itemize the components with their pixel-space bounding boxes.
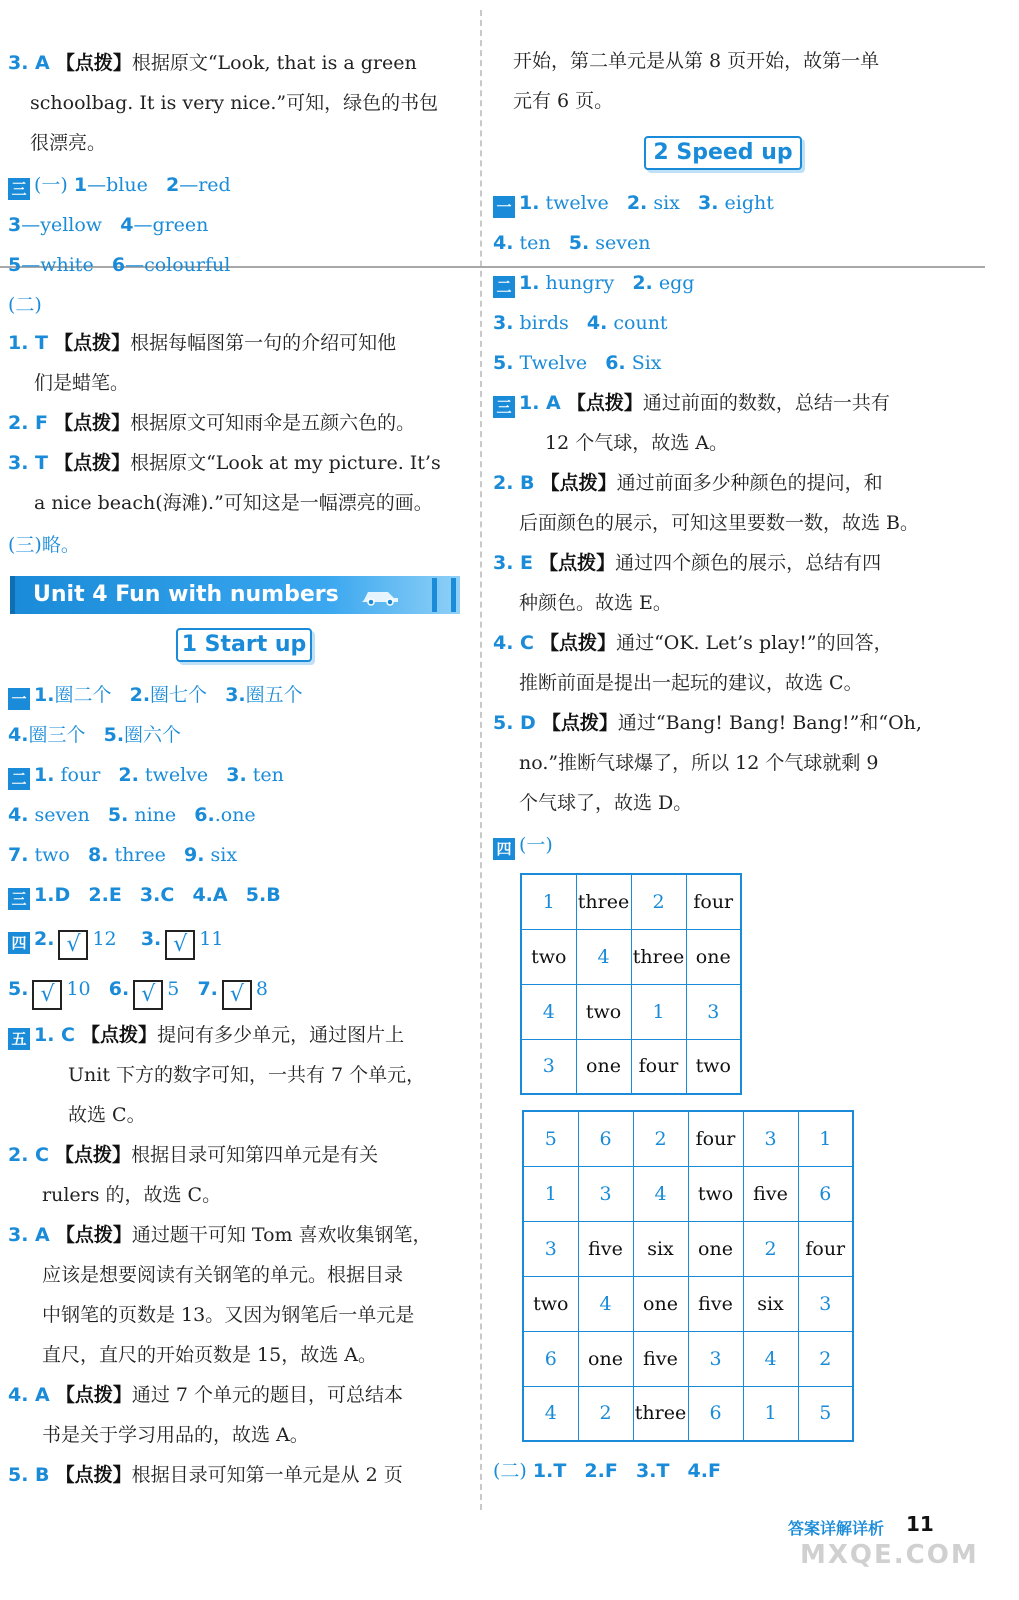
answer-text: .one <box>214 804 256 826</box>
question-number: 3. E <box>493 552 534 574</box>
column-divider <box>480 10 482 1510</box>
answer-text: 圈六个 <box>124 724 182 746</box>
grid-cell: 6 <box>798 1166 853 1221</box>
part-label: (二) <box>493 1460 527 1482</box>
question-number: 3. <box>225 684 246 706</box>
grid-cell: 4 <box>523 1386 578 1441</box>
question-number: 3. <box>493 312 514 334</box>
grid-cell: three <box>576 874 631 929</box>
section-3-answer-2 <box>493 468 883 500</box>
grid-cell: five <box>688 1276 743 1331</box>
grid-cell: 4 <box>521 984 576 1039</box>
hint-text: 根据目录可知第四单元是有关 <box>131 1144 379 1166</box>
answer-text: six <box>653 192 680 214</box>
grid-cell: 4 <box>633 1166 688 1221</box>
question-number: 6 <box>111 254 126 276</box>
answer-text: 8 <box>255 978 268 1000</box>
section-icon: 三 <box>493 396 515 418</box>
grid-cell: 5 <box>523 1111 578 1166</box>
section-icon: 二 <box>493 276 515 298</box>
section-icon: 三 <box>8 178 30 200</box>
hint-text: 书是关于学习用品的，故选 A。 <box>42 1424 309 1446</box>
answer-text: A <box>212 884 228 906</box>
hint-text: 通过前面的数数，总结一共有 <box>642 392 890 414</box>
answer-text: eight <box>724 192 774 214</box>
hint-text: 个气球了，故选 D。 <box>519 792 693 814</box>
question-number: 2. C <box>8 1144 49 1166</box>
question-number: 5. <box>103 724 125 746</box>
grid-cell: 3 <box>686 984 741 1039</box>
hint-text: rulers 的，故选 C。 <box>42 1184 222 1206</box>
hint-text: 根据原文“Look, that is a green <box>131 52 417 74</box>
hint-text: 通过题干可知 Tom 喜欢收集钢笔， <box>131 1224 432 1246</box>
grid-cell: 1 <box>743 1386 798 1441</box>
grid-cell: 1 <box>521 874 576 929</box>
grid-row <box>521 874 741 929</box>
question-number: 2. F <box>8 412 49 434</box>
question-number: 5. <box>8 978 29 1000</box>
grid-row <box>523 1276 853 1331</box>
answer-text: F <box>604 1460 618 1482</box>
hint-text: 很漂亮。 <box>30 132 107 154</box>
hint-text: schoolbag. It is very nice.”可知，绿色的书包 <box>30 92 439 114</box>
grid-cell: 2 <box>798 1331 853 1386</box>
question-number: 5. <box>568 232 590 254</box>
question-number: 4 <box>120 214 134 236</box>
grid-cell: six <box>743 1276 798 1331</box>
question-number: 8. <box>87 844 109 866</box>
question-number: 1. T <box>8 332 49 354</box>
question-number: 2. <box>632 272 653 294</box>
question-number: 2. <box>584 1460 605 1482</box>
answer-text: F <box>707 1460 721 1482</box>
hint-tag: 【点拨】 <box>55 1224 132 1246</box>
hint-tag: 【点拨】 <box>54 412 131 434</box>
answer-text: seven <box>34 804 90 826</box>
part2-answer-3 <box>8 448 441 480</box>
part-label: (二) <box>8 294 42 316</box>
question-number: 2. B <box>493 472 535 494</box>
grid-cell: 3 <box>578 1166 633 1221</box>
grid-cell: 2 <box>578 1386 633 1441</box>
hint-tag: 【点拨】 <box>55 52 132 74</box>
grid-cell: two <box>523 1276 578 1331</box>
hint-text: 通过前面多少种颜色的提问，和 <box>616 472 883 494</box>
hint-text: 通过“Bang! Bang! Bang!”和“Oh, <box>617 712 922 734</box>
answer-text: 圈七个 <box>150 684 208 706</box>
question-number: 3. <box>226 764 247 786</box>
question-number: 3. <box>635 1460 657 1482</box>
section-2-row-2 <box>493 308 668 340</box>
hint-text: 种颜色。故选 E。 <box>519 592 672 614</box>
answer-text: nine <box>134 804 177 826</box>
question-number: 5. <box>493 352 514 374</box>
question-number: 3. <box>139 884 161 906</box>
grid-cell: 3 <box>743 1111 798 1166</box>
answer-text: B <box>266 884 281 906</box>
grid-cell: one <box>578 1331 633 1386</box>
section-1-row-1 <box>493 188 774 220</box>
grid-cell: 2 <box>631 874 686 929</box>
grid-cell: 5 <box>798 1386 853 1441</box>
section-3-answer-5 <box>493 708 922 740</box>
hint-tag: 【点拨】 <box>55 1384 132 1406</box>
question-number: 1. A <box>519 392 561 414</box>
hint-tag: 【点拨】 <box>81 1024 158 1046</box>
question-number: 3 <box>8 214 22 236</box>
answer-text: 5 <box>167 978 180 1000</box>
speed-up-label: 2 Speed up <box>644 136 802 170</box>
question-number: 3. A <box>8 1224 50 1246</box>
hint-tag: 【点拨】 <box>540 472 617 494</box>
grid-row <box>523 1166 853 1221</box>
answer-text: 12 <box>92 928 117 950</box>
question-number: 5. <box>107 804 129 826</box>
question-number: 4. <box>8 804 29 826</box>
part2-answer-2 <box>8 408 415 440</box>
question-number: 2. <box>118 764 139 786</box>
answer-text: —blue <box>87 174 148 196</box>
section-icon: 三 <box>8 888 30 910</box>
section-4-part-1 <box>493 830 553 862</box>
hint-text: Unit 下方的数字可知，一共有 7 个单元， <box>68 1064 426 1086</box>
hint-tag: 【点拨】 <box>540 632 617 654</box>
section-icon: 五 <box>8 1028 30 1050</box>
answer-text: D <box>54 884 71 906</box>
watermark: MXQE.COM <box>800 1540 979 1570</box>
question-number: 1. <box>34 884 55 906</box>
answer-text: Six <box>631 352 662 374</box>
question-number: 4. C <box>493 632 534 654</box>
answer-text: 11 <box>199 928 224 950</box>
section-icon: 四 <box>493 838 515 860</box>
hint-text: 元有 6 页。 <box>513 90 614 112</box>
part2-answer-1 <box>8 328 396 360</box>
grid-cell: two <box>686 1039 741 1094</box>
grid-cell: four <box>631 1039 686 1094</box>
grid-cell: four <box>688 1111 743 1166</box>
grid-cell: 6 <box>523 1331 578 1386</box>
answer-text: 圈二个 <box>54 684 112 706</box>
section-icon: 一 <box>493 196 515 218</box>
question-number: 5. B <box>8 1464 50 1486</box>
section-3-part-1 <box>8 170 231 202</box>
question-number: 1. <box>519 192 540 214</box>
question-number: 6. <box>605 352 626 374</box>
grid-cell: five <box>578 1221 633 1276</box>
question-number: 3. <box>698 192 719 214</box>
checkbox-checked: √ <box>133 980 163 1010</box>
section-icon: 四 <box>8 932 30 954</box>
grid-cell: four <box>798 1221 853 1276</box>
hint-text: 提问有多少单元，通过图片上 <box>157 1024 405 1046</box>
question-number: 7. <box>197 978 218 1000</box>
hint-tag: 【点拨】 <box>539 552 616 574</box>
grid-cell: 2 <box>743 1221 798 1276</box>
hint-text: a nice beach(海滩).”可知这是一幅漂亮的画。 <box>34 492 433 514</box>
hint-text: 直尺，直尺的开始页数是 15，故选 A。 <box>42 1344 377 1366</box>
answer-text: ten <box>252 764 284 786</box>
banner-bars <box>432 578 456 612</box>
answer-text: seven <box>595 232 651 254</box>
question-number: 5. <box>245 884 267 906</box>
grid-cell: 1 <box>631 984 686 1039</box>
section-4-part-2 <box>493 1456 721 1488</box>
checkbox-checked: √ <box>58 930 88 960</box>
grid-cell: 1 <box>798 1111 853 1166</box>
grid-row <box>521 929 741 984</box>
grid-row <box>521 1039 741 1094</box>
question-number: 9. <box>184 844 205 866</box>
question-number: 2. <box>88 884 109 906</box>
checkbox-checked: √ <box>32 980 62 1010</box>
section-icon: 二 <box>8 768 30 790</box>
part-label: (一) <box>519 834 553 856</box>
question-number: 1. <box>34 684 55 706</box>
answer-text: three <box>114 844 166 866</box>
grid-cell: one <box>576 1039 631 1094</box>
question-number: 4. <box>493 232 514 254</box>
section-icon: 一 <box>8 688 30 710</box>
hint-text: 通过 7 个单元的题目，可总结本 <box>131 1384 403 1406</box>
answer-text: —white <box>21 254 94 276</box>
checkbox-checked: √ <box>222 980 252 1010</box>
grid-cell: five <box>743 1166 798 1221</box>
question-number: 2. <box>626 192 648 214</box>
question-number: 3. <box>140 928 162 950</box>
question-number: 1 <box>73 174 88 196</box>
grid-cell: one <box>633 1276 688 1331</box>
grid-cell: 6 <box>578 1111 633 1166</box>
answer-text: twelve <box>144 764 209 786</box>
question-number: 7. <box>8 844 29 866</box>
question-number: 3. A <box>8 52 50 74</box>
question-number: 5. D <box>493 712 536 734</box>
answer-text: C <box>160 884 175 906</box>
hint-tag: 【点拨】 <box>55 1144 132 1166</box>
hint-text: 通过“OK. Let’s play!”的回答， <box>616 632 893 654</box>
footer-brand: 答案详解详析 <box>788 1519 885 1538</box>
start-up-label: 1 Start up <box>176 628 312 662</box>
question-number: 1. <box>519 272 540 294</box>
question-number: 1. <box>532 1460 554 1482</box>
grid-cell: four <box>686 874 741 929</box>
grid-cell: 4 <box>576 929 631 984</box>
question-number: 4. <box>8 724 29 746</box>
answer-text: —green <box>133 214 209 236</box>
hint-tag: 【点拨】 <box>55 1464 132 1486</box>
hint-text: 后面颜色的展示，可知这里要数一数，故选 B。 <box>519 512 920 534</box>
answer-text: Twelve <box>519 352 588 374</box>
question-number: 1. <box>34 764 55 786</box>
question-number: 6. <box>194 804 215 826</box>
question-number: 2. <box>129 684 151 706</box>
grid-cell: 3 <box>688 1331 743 1386</box>
grid-cell: 3 <box>523 1221 578 1276</box>
hint-tag: 【点拨】 <box>541 712 618 734</box>
grid-cell: 1 <box>523 1166 578 1221</box>
section-3-answer-4 <box>493 628 893 660</box>
answer-text: —colourful <box>125 254 231 276</box>
hint-text: 应该是想要阅读有关钢笔的单元。根据目录 <box>42 1264 404 1286</box>
grid-cell: three <box>631 929 686 984</box>
grid-cell: two <box>576 984 631 1039</box>
section-1-row-2 <box>493 228 650 260</box>
unit-title: Unit 4 Fun with numbers <box>33 582 339 607</box>
grid-row <box>523 1221 853 1276</box>
number-word-grid-4x4 <box>520 873 742 1095</box>
question-number: 4. A <box>8 1384 50 1406</box>
grid-cell: five <box>633 1331 688 1386</box>
section-3-answer-1 <box>493 388 890 420</box>
grid-cell: 2 <box>633 1111 688 1166</box>
car-icon <box>360 586 400 606</box>
hint-text: 开始，第二单元是从第 8 页开始，故第一单 <box>513 50 880 72</box>
hint-text: 推断前面是提出一起玩的建议，故选 C。 <box>519 672 863 694</box>
hint-tag: 【点拨】 <box>54 332 131 354</box>
grid-cell: three <box>633 1386 688 1441</box>
answer-text: four <box>60 764 101 786</box>
hint-text: 根据原文“Look at my picture. It’s <box>130 452 441 474</box>
unit-banner <box>10 576 460 614</box>
hint-text: 根据原文可知雨伞是五颜六色的。 <box>130 412 416 434</box>
hint-text: 12 个气球，故选 A。 <box>545 432 728 454</box>
grid-cell: two <box>688 1166 743 1221</box>
question-number: 4. <box>687 1460 708 1482</box>
answer-text: T <box>553 1460 567 1482</box>
answer-text: —red <box>179 174 231 196</box>
grid-cell: one <box>688 1221 743 1276</box>
question-number: 4. <box>586 312 608 334</box>
part-label: (一) <box>34 174 68 196</box>
hint-text: 通过四个颜色的展示，总结有四 <box>615 552 882 574</box>
hint-text: 根据每幅图第一句的介绍可知他 <box>130 332 397 354</box>
hint-text: 根据目录可知第一单元是从 2 页 <box>131 1464 403 1486</box>
hint-tag: 【点拨】 <box>566 392 643 414</box>
answer-text: T <box>656 1460 670 1482</box>
section-2-row-3 <box>493 348 662 380</box>
grid-cell: 6 <box>688 1386 743 1441</box>
hint-tag: 【点拨】 <box>54 452 131 474</box>
hint-text: no.”推断气球爆了，所以 12 个气球就剩 9 <box>519 752 879 774</box>
answer-text: hungry <box>545 272 615 294</box>
question-number: 5 <box>8 254 22 276</box>
section-3-row-2 <box>8 210 208 242</box>
grid-cell: six <box>633 1221 688 1276</box>
grid-cell: 3 <box>798 1276 853 1331</box>
grid-cell: 3 <box>521 1039 576 1094</box>
checkbox-checked: √ <box>165 930 195 960</box>
question-number: 3. T <box>8 452 49 474</box>
section-3-row-3 <box>8 250 230 282</box>
part-label: (三)略。 <box>8 534 80 556</box>
grid-row <box>523 1111 853 1166</box>
answer-text: —yellow <box>21 214 103 236</box>
grid-cell: two <box>521 929 576 984</box>
hint-text: 故选 C。 <box>68 1104 146 1126</box>
answer-text: twelve <box>545 192 609 214</box>
answer-text: 圈五个 <box>245 684 303 706</box>
question-number: 1. C <box>34 1024 75 1046</box>
left-column <box>8 0 470 1600</box>
answer-3a <box>8 48 417 80</box>
grid-cell: 4 <box>578 1276 633 1331</box>
grid-row <box>521 984 741 1039</box>
question-number: 2. <box>34 928 55 950</box>
page-number: 11 <box>906 1512 934 1536</box>
question-number: 2 <box>165 174 180 196</box>
grid-row <box>523 1331 853 1386</box>
question-number: 4. <box>192 884 213 906</box>
answer-text: six <box>210 844 238 866</box>
question-number: 6. <box>108 978 130 1000</box>
answer-text: egg <box>658 272 695 294</box>
answer-text: 圈三个 <box>28 724 86 746</box>
answer-text: E <box>108 884 122 906</box>
hint-text: 中钢笔的页数是 13。又因为钢笔后一单元是 <box>42 1304 415 1326</box>
grid-cell: one <box>686 929 741 984</box>
answer-text: ten <box>519 232 551 254</box>
answer-text: 10 <box>66 978 91 1000</box>
answer-text: two <box>34 844 70 866</box>
section-3-answer-3 <box>493 548 881 580</box>
hint-text: 们是蜡笔。 <box>34 372 130 394</box>
grid-row <box>523 1386 853 1441</box>
section-2-row-1 <box>493 268 694 300</box>
number-word-grid-6x6 <box>522 1110 854 1442</box>
answer-text: count <box>613 312 668 334</box>
answer-text: birds <box>519 312 569 334</box>
grid-cell: 4 <box>743 1331 798 1386</box>
